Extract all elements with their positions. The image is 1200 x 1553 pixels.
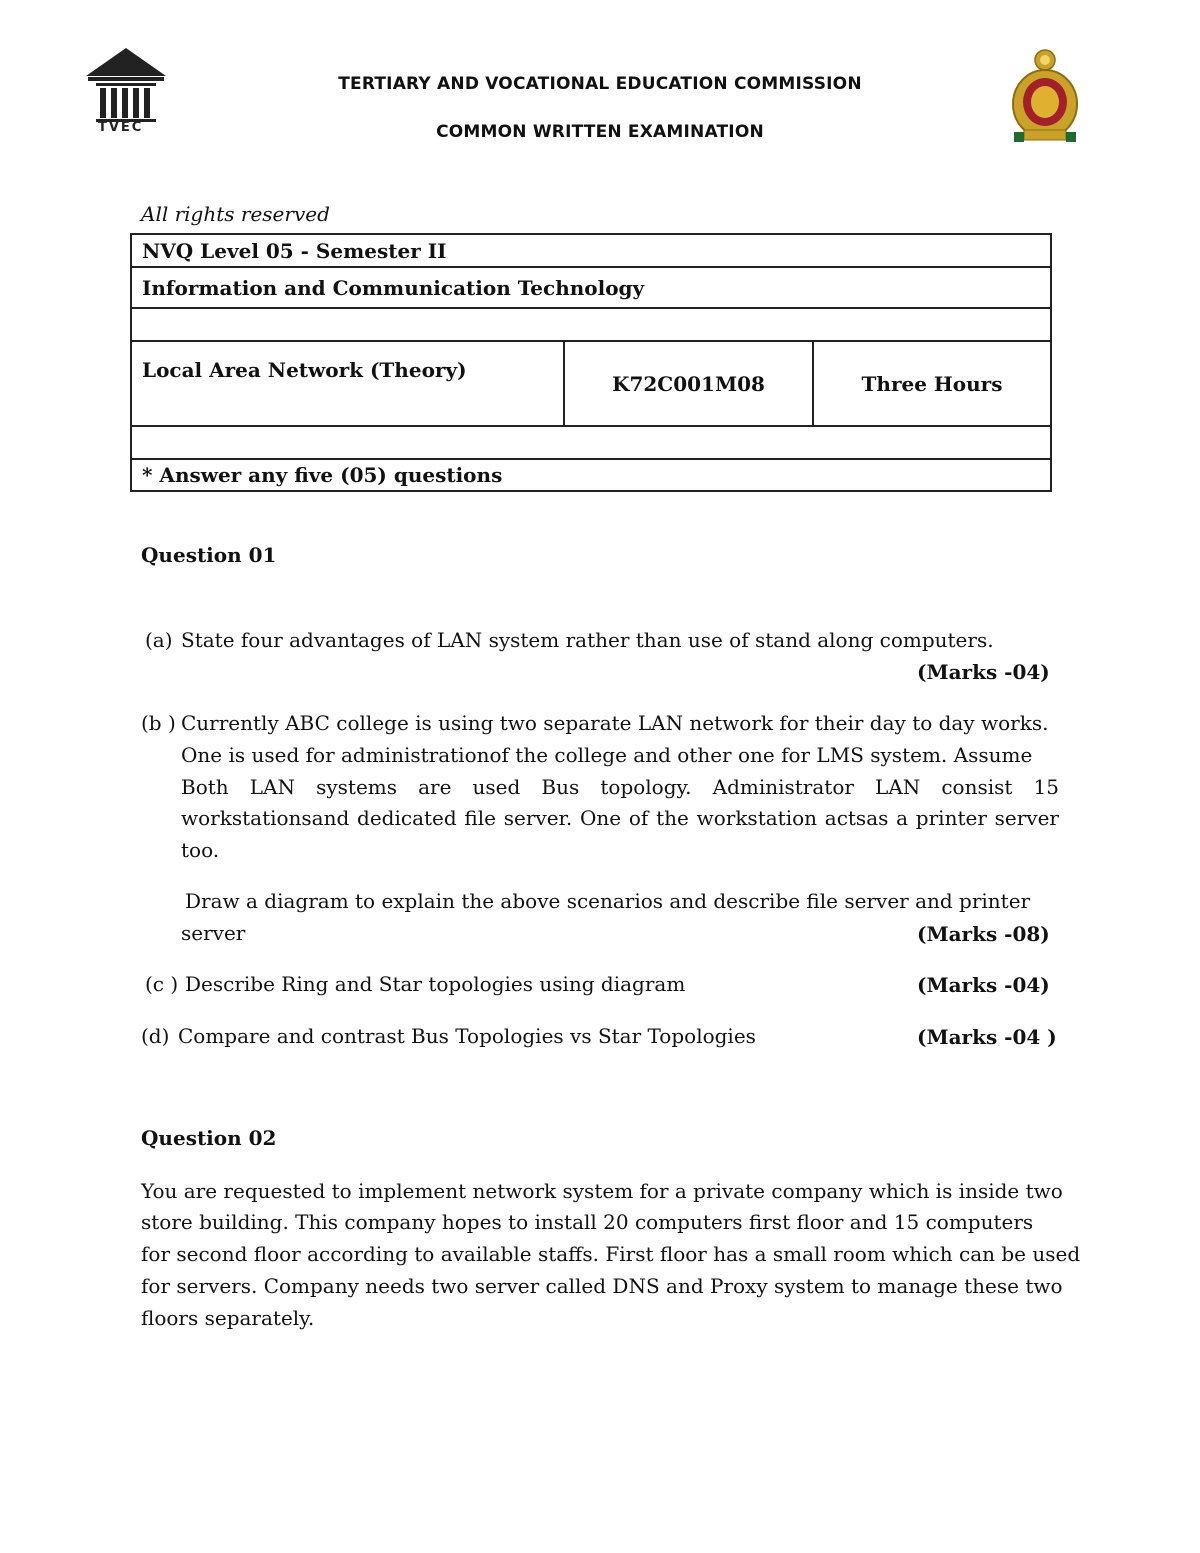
q1b-line: Currently ABC college is using two separate LAN network for their day to day works.: [181, 711, 1049, 735]
program-cell: Information and Communication Technology: [131, 267, 1051, 308]
q2-line: for second floor according to available staffs. First floor has a small room which can be used: [141, 1242, 1081, 1266]
question-02-title: Question 02: [141, 1126, 277, 1150]
q1c-marks: (Marks -04): [917, 973, 1050, 997]
q2-line: store building. This company hopes to install 20 computers first floor and 15 computers: [141, 1210, 1034, 1234]
q2-line: You are requested to implement network system for a private company which is inside two: [141, 1179, 1063, 1203]
exam-title: COMMON WRITTEN EXAMINATION: [436, 122, 764, 142]
q1a-label: (a): [145, 628, 173, 652]
tvec-logo-text: TVEC: [98, 120, 144, 135]
q1c-text: Describe Ring and Star topologies using diagram: [185, 972, 686, 996]
q1b-task: Draw a diagram to explain the above scenarios and describe file server and printer: [185, 889, 1031, 913]
q1b-line: too.: [181, 838, 220, 862]
q1d-marks: (Marks -04 ): [917, 1025, 1057, 1049]
q1c-label: (c ): [145, 972, 179, 996]
q1b-line: Both LAN systems are used Bus topology. Administrator LAN consist 15: [181, 775, 1059, 799]
exam-info-table: [130, 233, 1052, 492]
q1b-marks: (Marks -08): [917, 922, 1050, 946]
module-cell: Local Area Network (Theory): [131, 341, 564, 426]
empty-row: [131, 426, 1051, 459]
rights-notice: All rights reserved: [141, 202, 330, 226]
duration-cell: Three Hours: [813, 341, 1051, 426]
q1a-marks: (Marks -04): [917, 660, 1050, 684]
empty-row: [131, 308, 1051, 341]
q1d-label: (d): [141, 1024, 170, 1048]
q1d-text: Compare and contrast Bus Topologies vs Star Topologies: [178, 1024, 756, 1048]
instruction-cell: * Answer any five (05) questions: [131, 459, 1051, 491]
q1b-label: (b ): [141, 711, 176, 735]
q1a-text: State four advantages of LAN system rather than use of stand along computers.: [181, 628, 994, 652]
commission-title: TERTIARY AND VOCATIONAL EDUCATION COMMISSION: [338, 74, 862, 94]
level-cell: NVQ Level 05 - Semester II: [131, 234, 1051, 267]
q2-line: for servers. Company needs two server called DNS and Proxy system to manage these two: [141, 1274, 1063, 1298]
q1b-line: One is used for administrationof the college and other one for LMS system. Assume: [181, 743, 1033, 767]
code-cell: K72C001M08: [564, 341, 813, 426]
q1b-task: server: [181, 921, 246, 945]
q2-line: floors separately.: [141, 1306, 315, 1330]
q1b-line: workstationsand dedicated file server. One of the workstation actsas a printer server: [181, 806, 1059, 830]
question-01-title: Question 01: [141, 543, 277, 567]
